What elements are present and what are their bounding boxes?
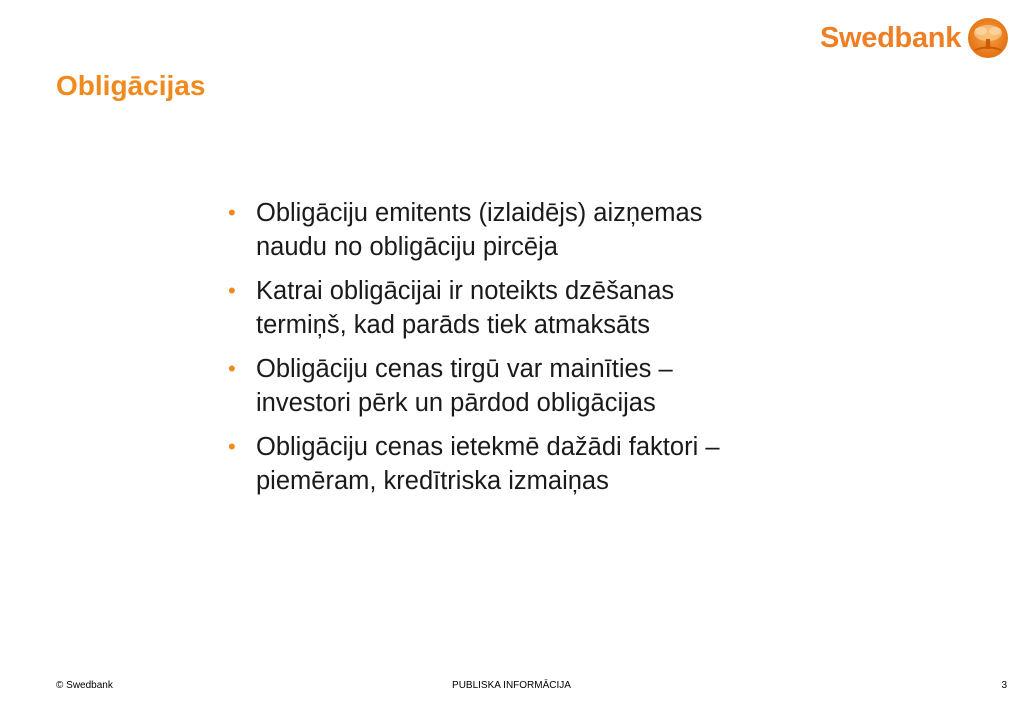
bullet-icon: • xyxy=(228,278,236,303)
list-item xyxy=(226,352,876,420)
bullet-line: naudu no obligāciju pircēja xyxy=(256,233,558,261)
swedbank-logo xyxy=(820,14,1009,62)
bullet-icon: • xyxy=(228,356,236,381)
bullet-line: Katrai obligācijai ir noteikts dzēšanas xyxy=(256,277,675,305)
page-number: 3 xyxy=(1001,680,1007,691)
bullet-line: Obligāciju cenas tirgū var mainīties – xyxy=(256,355,673,383)
footer-classification: PUBLISKA INFORMĀCIJA xyxy=(452,680,571,691)
footer-copyright: © Swedbank xyxy=(56,680,113,691)
oak-tree-icon xyxy=(967,17,1009,59)
bullet-line: investori pērk un pārdod obligācijas xyxy=(256,389,656,417)
bullet-icon: • xyxy=(228,200,236,225)
bullet-line: Obligāciju emitents (izlaidējs) aizņemas xyxy=(256,199,703,227)
bullet-line: Obligāciju cenas ietekmē dažādi faktori – xyxy=(256,433,720,461)
bullet-line: termiņš, kad parāds tiek atmaksāts xyxy=(256,311,650,339)
bullet-line: piemēram, kredītriska izmaiņas xyxy=(256,467,609,495)
list-item xyxy=(226,196,876,264)
list-item xyxy=(226,274,876,342)
list-item xyxy=(226,430,876,498)
logo-text: Swedbank xyxy=(820,21,962,54)
bullet-list xyxy=(226,196,876,508)
page-title: Obligācijas xyxy=(56,70,206,101)
bullet-icon: • xyxy=(228,434,236,459)
